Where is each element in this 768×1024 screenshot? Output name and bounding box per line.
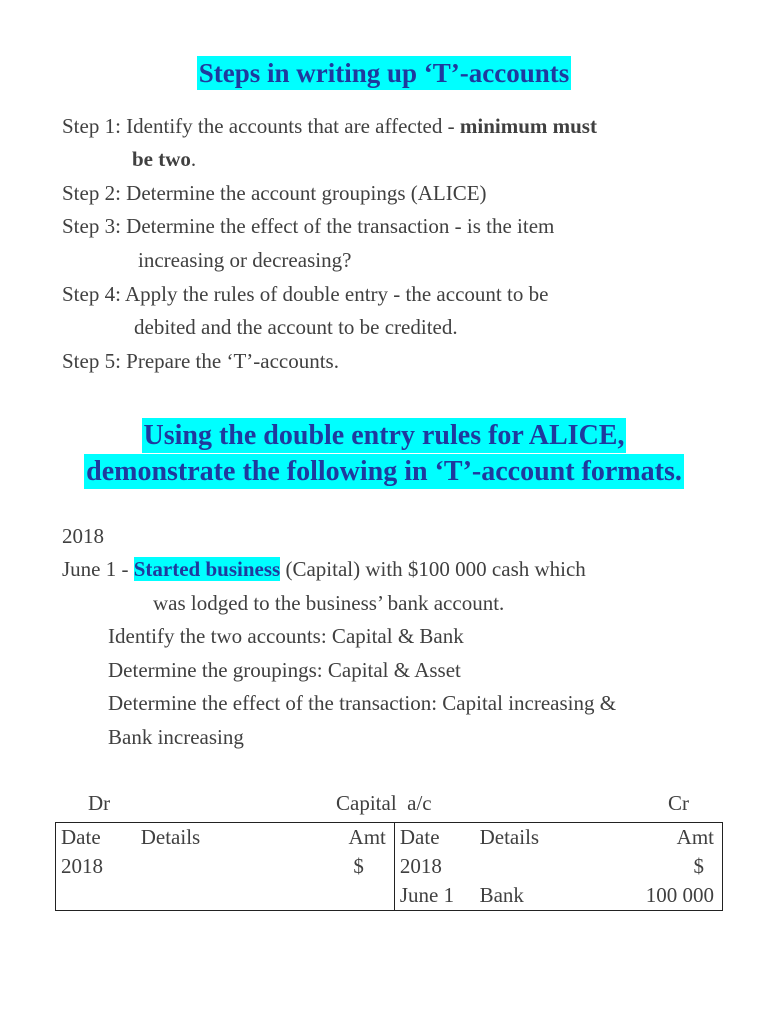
left-entry-details bbox=[141, 881, 291, 911]
t-account-year-row bbox=[56, 852, 723, 881]
step-4: Step 4: Apply the rules of double entry - the account to be bbox=[62, 282, 549, 306]
step-3: Step 3: Determine the effect of the transaction - is the item bbox=[62, 214, 555, 238]
step-1 bbox=[62, 113, 597, 139]
step-1-cont-end: . bbox=[190, 147, 197, 171]
page-title-text: Steps in writing up ‘T’-accounts bbox=[198, 58, 570, 88]
determine-groupings: Determine the groupings: Capital & Asset bbox=[108, 658, 461, 682]
page-title bbox=[0, 58, 768, 89]
right-entry-details: Bank bbox=[479, 883, 524, 907]
step-1-cont bbox=[132, 146, 196, 172]
determine-effect: Determine the effect of the transaction: Capital increasing & bbox=[108, 691, 617, 715]
debit-label: Dr bbox=[88, 791, 111, 815]
step-5: Step 5: Prepare the ‘T’-accounts. bbox=[62, 349, 339, 373]
left-year: 2018 bbox=[61, 854, 103, 878]
step-3-cont: increasing or decreasing? bbox=[138, 248, 352, 272]
step-1-bold: minimum must bbox=[459, 114, 597, 138]
right-details-header: Details bbox=[479, 825, 540, 849]
left-details-header: Details bbox=[140, 825, 201, 849]
right-entry-amt: 100 000 bbox=[645, 883, 714, 907]
right-empty bbox=[480, 852, 630, 881]
section-heading bbox=[0, 418, 768, 490]
right-entry-date: June 1 bbox=[394, 881, 479, 911]
right-currency: $ bbox=[693, 854, 704, 878]
right-year: 2018 bbox=[394, 852, 479, 881]
left-empty bbox=[141, 852, 291, 881]
transaction-rest: (Capital) with $100 000 cash which bbox=[280, 557, 586, 581]
step-1-text: Step 1: Identify the accounts that are affected - bbox=[62, 114, 460, 138]
step-4-cont: debited and the account to be credited. bbox=[134, 315, 458, 339]
example-transaction bbox=[62, 556, 586, 582]
step-1-cont-bold: be two bbox=[132, 147, 191, 171]
example-transaction-cont: was lodged to the business’ bank account. bbox=[153, 591, 505, 615]
example-year: 2018 bbox=[62, 524, 104, 548]
t-account-header-row bbox=[56, 823, 723, 853]
left-amt-header: Amt bbox=[348, 825, 386, 849]
credit-label: Cr bbox=[668, 791, 689, 815]
left-entry-date bbox=[56, 881, 141, 911]
transaction-date: June 1 - bbox=[62, 557, 134, 581]
left-date-header: Date bbox=[61, 825, 101, 849]
t-account-entry-row bbox=[56, 881, 723, 911]
section-heading-line1: Using the double entry rules for ALICE, bbox=[143, 420, 625, 451]
right-date-header: Date bbox=[394, 823, 479, 853]
identify-accounts: Identify the two accounts: Capital & Bank bbox=[108, 624, 464, 648]
left-currency: $ bbox=[353, 854, 364, 878]
determine-effect-cont: Bank increasing bbox=[108, 725, 244, 749]
transaction-highlight: Started business bbox=[133, 557, 281, 581]
step-2: Step 2: Determine the account groupings (ALICE) bbox=[62, 181, 487, 205]
account-name: Capital a/c bbox=[336, 791, 432, 815]
right-amt-header: Amt bbox=[676, 825, 714, 849]
section-heading-line2: demonstrate the following in ‘T’-account formats. bbox=[86, 456, 682, 487]
left-entry-amt bbox=[290, 881, 394, 911]
capital-t-account bbox=[55, 822, 723, 911]
